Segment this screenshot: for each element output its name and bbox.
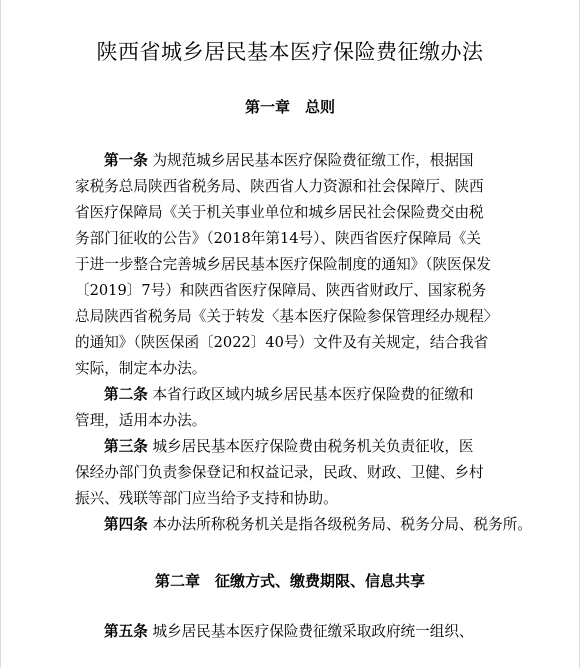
chapter-2-heading: 第二章 征缴方式、缴费期限、信息共享	[154, 572, 425, 590]
article-5-line	[104, 622, 474, 642]
article-4-text: 本办法所称税务机关是指各级税务局、税务分局、税务所。	[152, 516, 532, 533]
article-1-number: 第一条	[104, 152, 148, 169]
article-1-line: 的通知》（陕医保函〔2022〕40号）文件及有关规定，结合我省	[75, 334, 489, 351]
article-3-line: 保经办部门负责参保登记和权益记录，民政、财政、卫健、乡村	[75, 464, 484, 481]
article-2-text: 本省行政区域内城乡居民基本医疗保险费的征缴和	[152, 386, 474, 403]
article-1-line	[104, 151, 474, 171]
article-3-line	[104, 437, 474, 457]
article-5-text: 城乡居民基本医疗保险费征缴采取政府统一组织、	[152, 623, 474, 640]
article-4-number: 第四条	[104, 516, 148, 533]
article-1-line: 于进一步整合完善城乡居民基本医疗保险制度的通知》（陕医保发	[75, 256, 491, 273]
article-4-line	[104, 515, 532, 535]
article-1-line: 总局陕西省税务局《关于转发〈基本医疗保险参保管理经办规程〉	[75, 308, 499, 325]
article-2-number: 第二条	[104, 386, 148, 403]
article-1-line: 家税务总局陕西省税务局、陕西省人力资源和社会保障厅、陕西	[75, 178, 484, 195]
article-1-line: 务部门征收的公告》（2018年第14号）、陕西省医疗保障局《关	[75, 230, 481, 247]
article-1-line: 〔2019〕7号）和陕西省医疗保障局、陕西省财政厅、国家税务	[75, 282, 487, 299]
article-1-line: 实际，制定本办法。	[75, 360, 207, 377]
article-1-text: 为规范城乡居民基本医疗保险费征缴工作，根据国	[152, 152, 474, 169]
article-5-number: 第五条	[104, 623, 148, 640]
chapter-1-heading: 第一章 总则	[244, 98, 335, 116]
article-2-line: 管理，适用本办法。	[75, 412, 207, 429]
article-1-line: 省医疗保障局《关于机关事业单位和城乡居民社会保险费交由税	[75, 204, 484, 221]
article-3-number: 第三条	[104, 438, 148, 455]
article-3-text: 城乡居民基本医疗保险费由税务机关负责征收，医	[152, 438, 474, 455]
document-title: 陕西省城乡居民基本医疗保险费征缴办法	[96, 40, 484, 64]
article-3-line: 振兴、残联等部门应当给予支持和协助。	[75, 490, 338, 507]
article-2-line	[104, 385, 474, 405]
